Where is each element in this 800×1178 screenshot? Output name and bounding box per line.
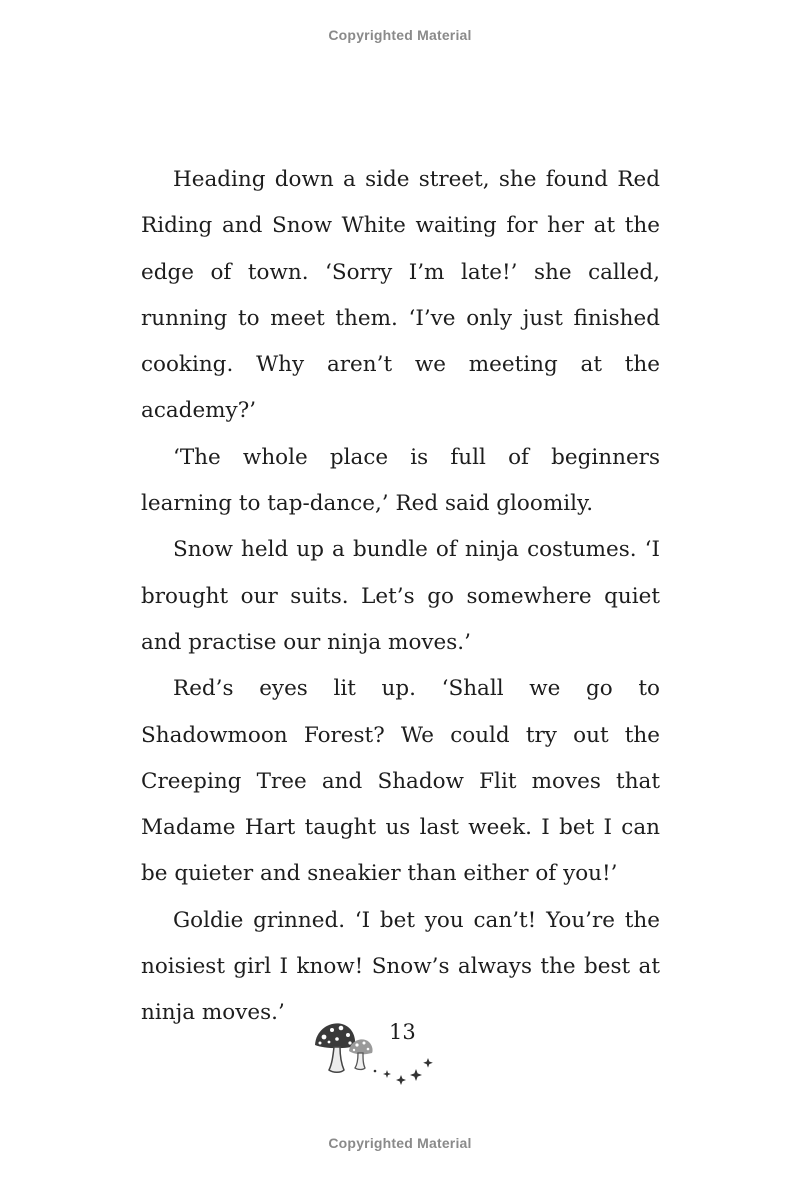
paragraph: Heading down a side street, she found Red Riding and Snow White waiting for her at the edge of town. ‘Sorry I’m late!’ she called, running to meet them. ‘I’ve only just finished cooking. Why aren’t we meeting at the academy?’ <box>141 167 660 424</box>
paragraph: Goldie grinned. ‘I bet you can’t! You’re the noisiest girl I know! Snow’s always the best at ninja moves.’ <box>141 907 660 1026</box>
paragraph: Red’s eyes lit up. ‘Shall we go to Shadowmoon Forest? We could try out the Creeping Tree and Shadow Flit moves that Madame Hart taught us last week. I bet I can be quieter and sneakier than either of you!’ <box>141 676 660 887</box>
paragraph: ‘The whole place is full of beginners learning to tap-dance,’ Red said gloomily. <box>141 444 660 517</box>
copyright-watermark-bottom: Copyrighted Material <box>328 1135 472 1151</box>
page-number: 13 <box>389 1020 416 1044</box>
paragraph: Snow held up a bundle of ninja costumes. ‘I brought our suits. Let’s go somewhere quiet and practise our ninja moves.’ <box>141 537 660 655</box>
copyright-watermark-top: Copyrighted Material <box>328 27 472 43</box>
page-folio <box>312 1018 442 1088</box>
mushroom-sparkle-icon <box>312 1018 442 1088</box>
page-body-text <box>141 157 660 1037</box>
